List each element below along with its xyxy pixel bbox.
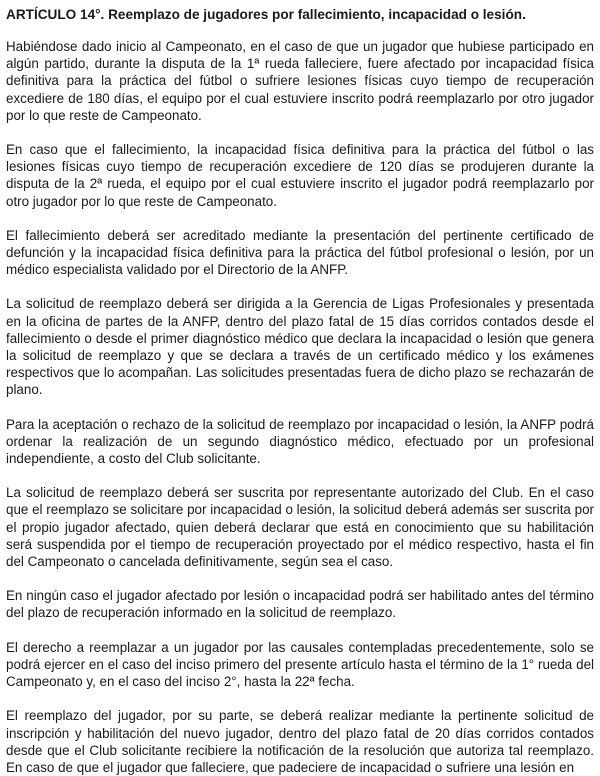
paragraph-5: Para la aceptación o rechazo de la solicitud de reemplazo por incapacidad o lesión, la ANFP podrá ordenar la realización de un segundo diagnóstico médico, efectuado por un profesional independiente, a costo del Club solicitante. <box>6 416 594 467</box>
paragraph-7: En ningún caso el jugador afectado por lesión o incapacidad podrá ser habilitado antes del término del plazo de recuperación informado en la solicitud de reemplazo. <box>6 588 594 621</box>
paragraph-1: Habiéndose dado inicio al Campeonato, en el caso de que un jugador que hubiese participado en algún partido, durante la disputa de la 1ª rueda falleciere, fuere afectado por incapacidad física definitiva para la práctica del fútbol o sufriere lesiones físicas cuyo tiempo de recuperación excediere de 180 días, el equipo por el cual estuviere inscrito podrá reemplazarlo por otro jugador por lo que reste de Campeonato. <box>6 39 594 123</box>
paragraph-3: El fallecimiento deberá ser acreditado mediante la presentación del pertinente certificado de defunción y la incapacidad física definitiva para la práctica del fútbol profesional o lesión, por un médico especialista validado por el Directorio de la ANFP. <box>6 227 594 278</box>
paragraph-6: La solicitud de reemplazo deberá ser suscrita por representante autorizado del Club. En el caso que el reemplazo se solicitare por incapacidad o lesión, la solicitud deberá además ser suscrita por el propio jugador afectado, quien deberá declarar que está en conocimiento que su habilitación será suspendida por el tiempo de recuperación proyectado por el médico respectivo, hasta el fin del Campeonato o cancelada definitivamente, según sea el caso. <box>6 485 594 570</box>
paragraph-8: El derecho a reemplazar a un jugador por las causales contempladas precedentemente, solo se podrá ejercer en el caso del inciso primero del presente artículo hasta el término de la 1° rueda del Campeonato y, en el caso del inciso 2°, hasta la 22ª fecha. <box>6 639 594 690</box>
article-title: ARTÍCULO 14°. Reemplazo de jugadores por fallecimiento, incapacidad o lesión. <box>6 7 526 22</box>
paragraph-9: El reemplazo del jugador, por su parte, se deberá realizar mediante la pertinente solicitud de inscripción y habilitación del nuevo jugador, dentro del plazo fatal de 20 días corridos contados desde que el Club solicitante recibiere la notificación de la resolución que autoriza tal reemplazo. En caso de que el jugador que falleciere, que padeciere de incapacidad o sufriere una lesión en <box>6 708 594 775</box>
paragraph-2: En caso que el fallecimiento, la incapacidad física definitiva para la práctica del fútbol o las lesiones físicas cuyo tiempo de recuperación excediere de 120 días se produjeren durante la disputa de la 2ª rueda, el equipo por el cual estuviere inscrito el jugador podrá reemplazarlo por otro jugador por lo que reste de Campeonato. <box>6 142 594 209</box>
paragraph-4: La solicitud de reemplazo deberá ser dirigida a la Gerencia de Ligas Profesionales y presentada en la oficina de partes de la ANFP, dentro del plazo fatal de 15 días corridos contados desde el fallecimiento o desde el primer diagnóstico médico que declara la incapacidad o lesión que genera la solicitud de reemplazo y que se declara a través de un certificado médico y los exámenes respectivos que lo acompañan. Las solicitudes presentadas fuera de dicho plazo se rechazarán de plano. <box>6 296 594 398</box>
